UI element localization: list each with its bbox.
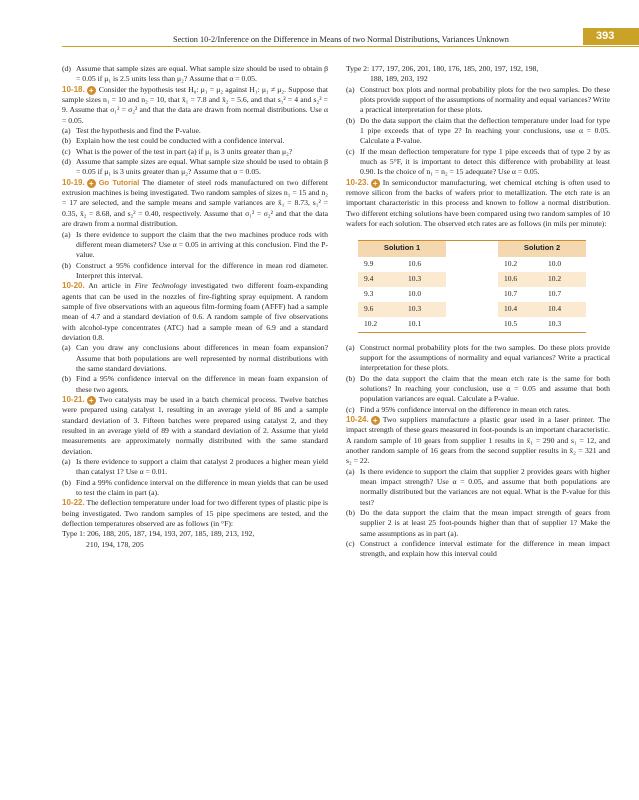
exercise-part: (b) Find a 95% confidence interval on the difference in mean foam expansion of these two agents. xyxy=(62,374,328,394)
plus-icon[interactable]: + xyxy=(87,396,96,405)
type2-data: Type 2: 177, 197, 206, 201, 180, 176, 185, 200, 197, 192, 198, xyxy=(346,64,539,73)
page-number: 393 xyxy=(583,28,639,45)
plus-icon[interactable]: + xyxy=(87,86,96,95)
exercise-part: (c) Find a 95% confidence interval on the difference in mean etch rates. xyxy=(346,404,570,414)
table-row: 9.3 10.0 10.7 10.7 xyxy=(358,287,586,302)
right-column xyxy=(346,64,610,560)
plus-icon[interactable]: + xyxy=(371,179,380,188)
table-header: Solution 2 xyxy=(498,240,586,257)
exercise-part: (c) Construct a confidence interval estimate for the difference in mean impact strength, and explain how this interval could xyxy=(346,539,610,559)
exercise-part: (d) Assume that sample sizes are equal. What sample size should be used to obtain β = 0.05 if μ₁ is 2.5 units less than μ₂? Assume that α = 0.05. xyxy=(62,64,328,84)
exercise-part: (b) Do the data support the claim that the mean etch rate is the same for both solutions? In reaching your conclusion, use α = 0.05 and assume that both population variances are equal. Calculate a P-value. xyxy=(346,373,610,404)
exercise-part: (d) Assume that sample sizes are equal. What sample size should be used to obtain β = 0.05 if μ₁ is 3 units greater than μ₂? Assume that α = 0.05. xyxy=(62,157,328,177)
exercise-10-18: 10-18. + Consider the hypothesis test H₀: μ₁ = μ₂ against H₁: μ₁ ≠ μ₂. Suppose that sample sizes n₁ = 10 and n₂ = 10, that x̄₁ = 7.8 and x̄₂ = 5.6, and that s₁² = 4 and s₂² = 9. Assume that σ₁² = σ₂² and that the data are drawn from normal distributions. Use α = 0.05. xyxy=(62,84,328,125)
running-head: Section 10-2/Inference on the Difference in Means of two Normal Distributions, Variances Unknown xyxy=(173,35,509,44)
exercise-part: (a) Is there evidence to support the claim that the two machines produce rods with different mean diameters? Use α = 0.05 in arriving at this conclusion. Find the P-value. xyxy=(62,229,328,260)
table-row: 9.6 10.3 10.4 10.4 xyxy=(358,302,586,317)
type1-data-cont: 210, 194, 178, 205 xyxy=(86,539,144,549)
table-header: Solution 1 xyxy=(358,240,446,257)
table-gap xyxy=(446,240,498,257)
table-row: 9.4 10.3 10.6 10.2 xyxy=(358,272,586,287)
exercise-10-22: 10-22. The deflection temperature under load for two different types of plastic pipe is being investigated. Two random samples of 15 pipe specimens are tested, and the deflection temperatures observed are as follows (in °F): xyxy=(62,498,328,529)
exercise-part: (c) What is the power of the test in part (a) if μ₁ is 3 units greater than μ₂? xyxy=(62,146,293,156)
exercise-part: (a) Construct box plots and normal probability plots for the two samples. Do these plots provide support of the assumptions of normality and equal variances? Write a practical interpretation for these plots. xyxy=(346,84,610,115)
exercise-10-21: 10-21. + Two catalysts may be used in a batch chemical process. Twelve batches were prepared using catalyst 1, resulting in an average yield of 86 and a sample standard deviation of 3. Fifteen batches were prepared using catalyst 2, and they resulted in an average yield of 89 with a standard deviation of 2. Assume that yield measurements are approximately normally distributed with the same standard deviation. xyxy=(62,395,328,456)
plus-icon[interactable]: + xyxy=(87,179,96,188)
exercise-part: (a) Is there evidence to support a claim that catalyst 2 produces a higher mean yield than catalyst 1? Use α = 0.01. xyxy=(62,457,328,477)
exercise-part: (a) Construct normal probability plots for the two samples. Do these plots provide support for the assumptions of normality and equal variances? Write a practical interpretation for these plots. xyxy=(346,342,610,373)
exercise-part: (b) Do the data support the claim that the deflection temperature under load for type 1 pipe exceeds that of type 2? In reaching your conclusions, use α = 0.05. Calculate a P-value. xyxy=(346,115,610,146)
left-column xyxy=(62,64,328,550)
exercise-10-23: 10-23. + In semiconductor manufacturing, wet chemical etching is often used to remove silicon from the backs of wafers prior to metallization. The etch rate is an important characteristic in this process and known to follow a normal distribution. Two different etching solutions have been compared using two random samples of 10 wafers for each solution. The observed etch rates are as follows (in mils per minute): xyxy=(346,177,610,229)
journal-title: Fire Technology xyxy=(134,281,187,291)
table-row: 10.2 10.1 10.5 10.3 xyxy=(358,317,586,333)
exercise-part: (b) Construct a 95% confidence interval for the difference in mean rod diameter. Interpret this interval. xyxy=(62,260,328,280)
type1-data: Type 1: 206, 188, 205, 187, 194, 193, 207, 185, 189, 213, 192, xyxy=(62,529,255,539)
exercise-part: (a) Is there evidence to support the claim that supplier 2 provides gears with higher mean impact strength? Use α = 0.05, and assume that both populations are normally distributed but the variances are not equal. What is the P-value for this test? xyxy=(346,466,610,507)
type2-data-cont: 188, 189, 203, 192 xyxy=(370,74,428,84)
exercise-part: (a) Test the hypothesis and find the P-value. xyxy=(62,126,201,136)
go-tutorial-link[interactable]: Go Tutorial xyxy=(98,177,140,187)
header-rule xyxy=(62,46,639,47)
table-row: 9.9 10.6 10.2 10.0 xyxy=(358,257,586,272)
exercise-10-24: 10-24. + Two suppliers manufacture a plastic gear used in a laser printer. The impact strength of these gears measured in foot-pounds is an important characteristic. A random sample of 10 gears from supplier 1 results in x̄₁ = 290 and s₁ = 12, and another random sample of 16 gears from the second supplier results in x̄₂ = 321 and s₂ = 22. xyxy=(346,414,610,466)
exercise-part: (c) If the mean deflection temperature for type 1 pipe exceeds that of type 2 by as much as 5°F, it is important to detect this difference with probability at least 0.90. Is the choice of n₁ = n₂ = 15 adequate? Use α = 0.05. xyxy=(346,146,610,177)
plus-icon[interactable]: + xyxy=(371,416,380,425)
etch-rate-table xyxy=(358,240,586,333)
exercise-10-20: 10-20. An article in Fire Technology investigated two different foam-expanding agents that can be used in the nozzles of fire-fighting spray equipment. A random sample of five observations with an aqueous film-forming foam (AFFF) had a sample mean of 4.7 and a standard deviation of 0.6. A random sample of five observations with alcohol-type concentrates (ATC) had a sample mean of 6.9 and a standard deviation 0.8. xyxy=(62,281,329,342)
exercise-part: (b) Explain how the test could be conducted with a confidence interval. xyxy=(62,136,285,146)
exercise-10-19: 10-19. + Go Tutorial The diameter of steel rods manufactured on two different extrusion machines is being investigated. Two random samples of sizes n₁ = 15 and n₂ = 17 are selected, and the sample means and sample variances are x̄₁ = 8.73, s₁² = 0.35, x̄₂ = 8.68, and s₂² = 0.40, respectively. Assume that σ₁² = σ₂² and that the data are drawn from a normal distribution. xyxy=(62,177,328,229)
exercise-part: (a) Can you draw any conclusions about differences in mean foam expansion? Assume that both populations are well represented by normal distributions with the same standard deviations. xyxy=(62,343,328,373)
exercise-part: (b) Do the data support the claim that the mean impact strength of gears from supplier 2 is at least 25 foot-pounds higher than that of supplier 1? Make the same assumptions as in part (a). xyxy=(346,508,610,538)
exercise-part: (b) Find a 99% confidence interval on the difference in mean yields that can be used to test the claim in part (a). xyxy=(62,477,328,498)
page-header xyxy=(0,0,639,46)
